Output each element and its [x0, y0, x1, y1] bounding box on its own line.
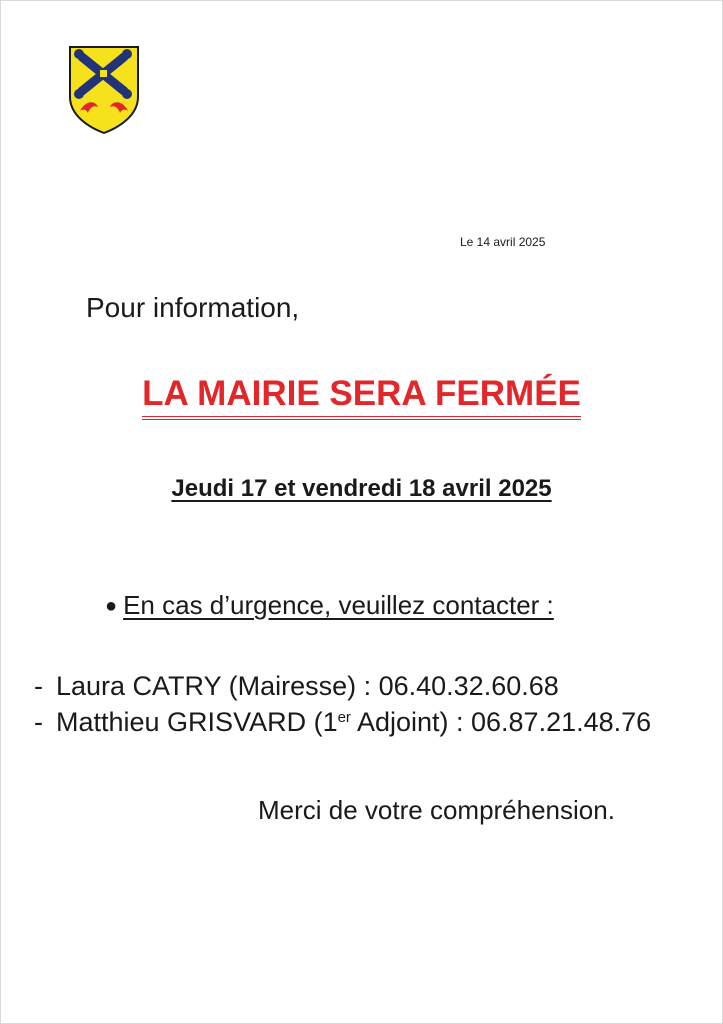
contact-item [34, 668, 651, 704]
contact-list [34, 668, 651, 740]
list-dash: - [34, 671, 43, 701]
ordinal-suffix: er [337, 709, 351, 726]
contact-text: Laura CATRY (Mairesse) : 06.40.32.60.68 [56, 671, 559, 701]
intro-text: Pour information, [86, 292, 300, 323]
contact-text-end: Adjoint) : 06.87.21.48.76 [350, 707, 652, 737]
closure-headline [0, 374, 723, 420]
bullet-icon: ● [105, 595, 118, 617]
closure-headline-text: LA MAIRIE SERA FERMÉE [142, 374, 581, 420]
closure-dates [0, 475, 723, 503]
coat-of-arms-icon [68, 45, 140, 135]
contact-text-start: Matthieu GRISVARD (1 [56, 707, 338, 737]
closure-dates-text: Jeudi 17 et vendredi 18 avril 2025 [171, 475, 552, 502]
emergency-line-text: En cas d’urgence, veuillez contacter : [123, 590, 554, 620]
document-date: Le 14 avril 2025 [460, 235, 546, 249]
contact-item [34, 704, 651, 740]
closing-thanks: Merci de votre compréhension. [258, 795, 615, 825]
list-dash: - [34, 707, 43, 737]
emergency-line [105, 590, 554, 621]
